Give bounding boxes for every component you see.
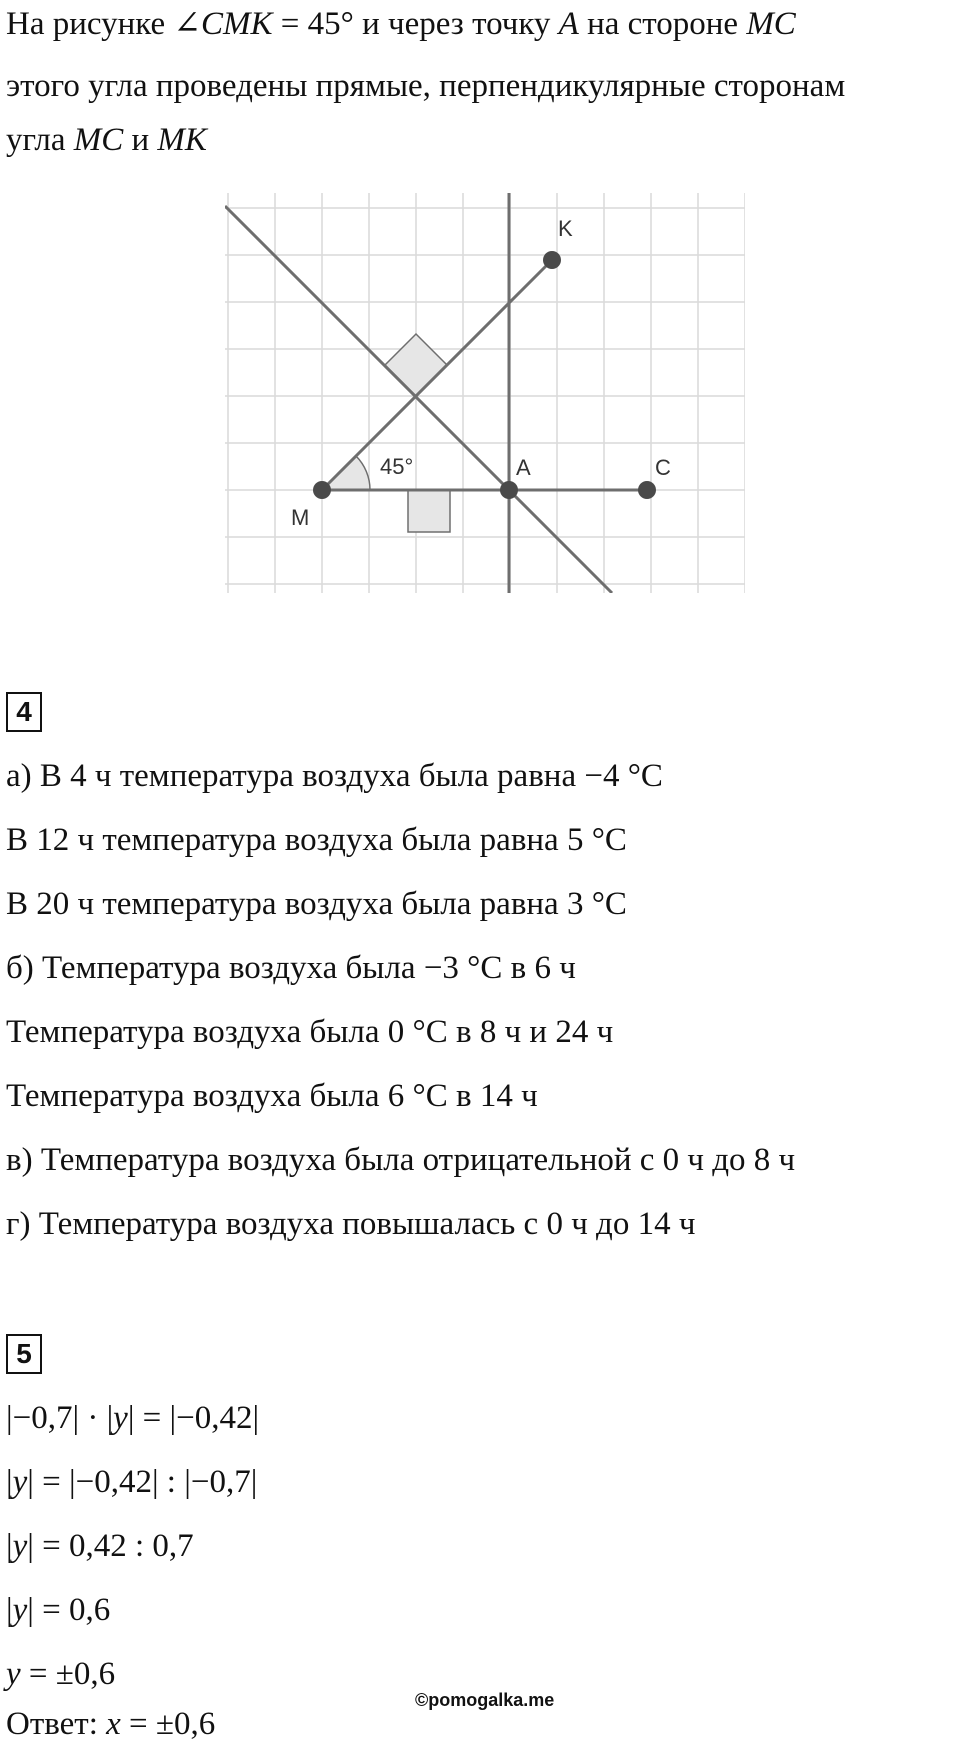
task-5-answer [6,1704,215,1744]
task-4-line: а) В 4 ч температура воздуха была равна −4 °C [6,758,663,794]
answer-label: Ответ: [6,1706,107,1742]
math-text: | = 0,42 : 0,7 [27,1528,194,1564]
var-x: x [106,1706,121,1742]
var-y: y [6,1656,21,1692]
task-5-line [6,1590,110,1630]
task-4-line: В 20 ч температура воздуха была равна 3 °C [6,886,627,922]
math-text: | = |−0,42| [127,1400,260,1436]
intro-text: угла [6,122,74,158]
task-4-line: б) Температура воздуха была −3 °C в 6 ч [6,950,576,986]
math-text: |−0,7| · | [6,1400,114,1436]
var-y: y [12,1592,28,1628]
right-angle-mark-a [408,490,450,532]
task-4-line: В 12 ч температура воздуха была равна 5 °C [6,822,627,858]
watermark: ©pomogalka.me [415,1690,555,1710]
label-k: K [558,216,573,241]
point-c [638,481,656,499]
task-5-line [6,1526,194,1566]
intro-text: = 45° и через точку [272,6,559,42]
intro-text: на стороне [578,6,747,42]
task-5-number: 5 [6,1334,42,1374]
intro-line-2: этого угла проведены прямые, перпендикулярные сторонам [6,68,846,104]
point-a [500,481,518,499]
var-y: y [12,1464,28,1500]
side-mc-ref: MC [73,122,124,158]
point-m [313,481,331,499]
math-text: | [6,1528,13,1564]
label-angle: 45° [380,454,414,479]
right-angle-mark-mk [385,334,447,396]
var-y: y [12,1528,28,1564]
math-text: | = 0,6 [27,1592,111,1628]
side-mc-ref: MC [746,6,796,42]
task-4-number: 4 [6,692,42,732]
math-text: = ±0,6 [120,1706,216,1742]
angle-cmk: ∠CMK [173,6,273,42]
math-text: | [6,1464,13,1500]
intro-text: На рисунке [6,6,174,42]
point-a-ref: A [558,6,579,42]
intro-line-1 [6,4,796,44]
math-text: | = |−0,42| : |−0,7| [27,1464,258,1500]
label-m: M [291,505,310,530]
task-5-line [6,1462,257,1502]
task-4-line: Температура воздуха была 6 °C в 14 ч [6,1078,538,1114]
label-c: C [655,455,671,480]
point-k [543,251,561,269]
task-5-line [6,1654,115,1694]
intro-text: и [123,122,158,158]
math-text: | [6,1592,13,1628]
task-4-line: Температура воздуха была 0 °C в 8 ч и 24 ч [6,1014,614,1050]
task-4-line: в) Температура воздуха была отрицательной с 0 ч до 8 ч [6,1142,796,1178]
var-y: y [113,1400,128,1436]
intro-line-3 [6,120,207,160]
label-a: A [516,455,531,480]
math-text: = ±0,6 [20,1656,116,1692]
grid [225,193,745,593]
side-mk-ref: MK [157,122,207,158]
geometry-figure [225,193,745,593]
task-4-line: г) Температура воздуха повышалась с 0 ч до 14 ч [6,1206,696,1242]
task-5-line [6,1398,259,1438]
